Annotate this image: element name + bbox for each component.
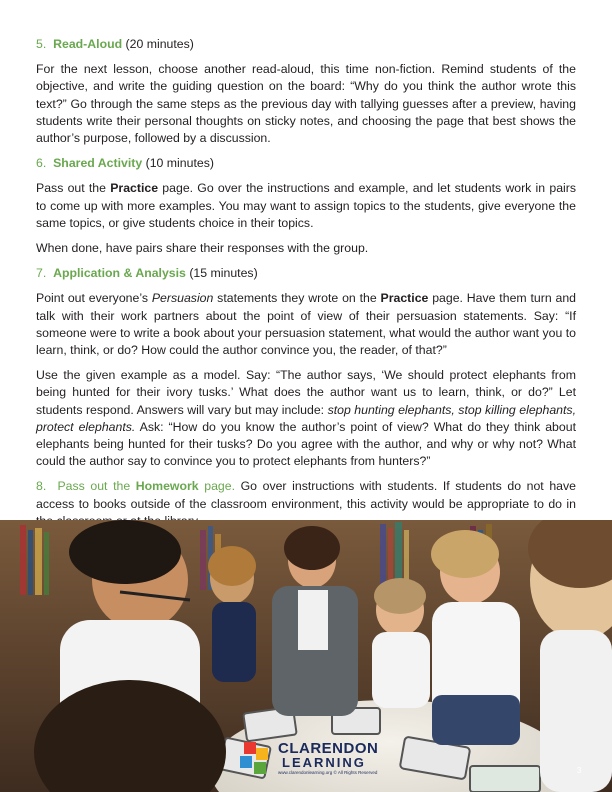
section-7-number: 7. <box>36 266 47 281</box>
section-5-duration: (20 minutes) <box>125 37 194 51</box>
section-5-title: Read-Aloud <box>53 37 123 51</box>
logo-copyright: www.clarendonlearning.org © All Rights Reserved <box>278 770 378 775</box>
homework-bold: Homework <box>135 479 199 494</box>
section-5-paragraph: For the next lesson, choose another read-aloud, this time non-fiction. Remind students of the objective, and write the guiding question on the board: “Why do you think the author wrote this text?” Go through the same steps as the previous day with tallying guesses after a preview, having students write their personal thoughts on sticky notes, and choosing the page that best shows the author’s purpose, followed by a discussion. <box>36 62 576 146</box>
section-5-number: 5. <box>36 37 47 51</box>
section-6-title: Shared Activity <box>53 156 143 171</box>
practice-bold: Practice <box>110 181 159 196</box>
clarendon-learning-logo <box>236 738 386 782</box>
puzzle-piece-icon <box>236 740 276 780</box>
logo-line-2: LEARNING <box>282 755 366 770</box>
text-run: Ask: “How do you know the author’s point of view? What do they think about elephants being hunted for their tusks? Do you agree with the author, and why or why not? What could the author say to convince you to protect elephants from hunters?” <box>36 419 576 469</box>
section-7-title: Application & Analysis <box>53 266 186 281</box>
text-run: page. Have them turn and talk with their work partners about the point of view of their persuasion statements. Say: “If someone were to write a book about your persuasion statement, what would the author want you to learn, think, or do? How could the author convince you, the reader, of that?” <box>36 291 577 358</box>
text-run: Use the given example as a model. Say: “The author says, ‘We should protect elephants from being hunted for their ivory tusks.’ What does the author want us to learn, think, or do?” Let students respond. Answers will vary but may include: <box>36 368 576 417</box>
text-run: Point out everyone’s <box>36 291 152 306</box>
text-run: Pass out the <box>36 181 111 196</box>
section-8-lead-end: page. <box>198 479 236 494</box>
section-7-duration: (15 minutes) <box>189 266 258 281</box>
text-run: page. Go over the instructions and example, and let students work in pairs to come up with more examples. You may want to assign topics to the students, give everyone the same topics, or give students choice in their topics. <box>36 181 577 230</box>
answers-italic: stop hunting elephants, stop killing elephants, protect elephants. <box>36 402 576 434</box>
persuasion-italic: Persuasion <box>151 291 214 306</box>
page-number: 3 <box>577 766 582 775</box>
section-6-heading <box>36 155 576 172</box>
practice-bold: Practice <box>380 291 429 306</box>
text-run: statements they wrote on the <box>213 291 381 306</box>
section-8-number: 8. <box>36 479 47 494</box>
section-6-number: 6. <box>36 156 47 171</box>
text-run: Go over instructions with students. If students do not have access to books outside of the classroom environment, this activity would be appropriate to do in <box>36 479 576 511</box>
section-7-heading <box>36 265 576 282</box>
section-8-lead: Pass out the <box>57 479 136 494</box>
section-6-duration: (10 minutes) <box>145 156 214 171</box>
logo-line-1: CLARENDON <box>278 740 379 757</box>
lesson-content <box>36 36 576 538</box>
section-6-paragraph-2: When done, have pairs share their responses with the group. <box>36 241 369 256</box>
section-6-paragraph-1 <box>36 180 576 232</box>
section-7-paragraph-2 <box>36 367 576 470</box>
section-7-paragraph-1 <box>36 290 576 359</box>
section-5-heading <box>36 36 576 53</box>
